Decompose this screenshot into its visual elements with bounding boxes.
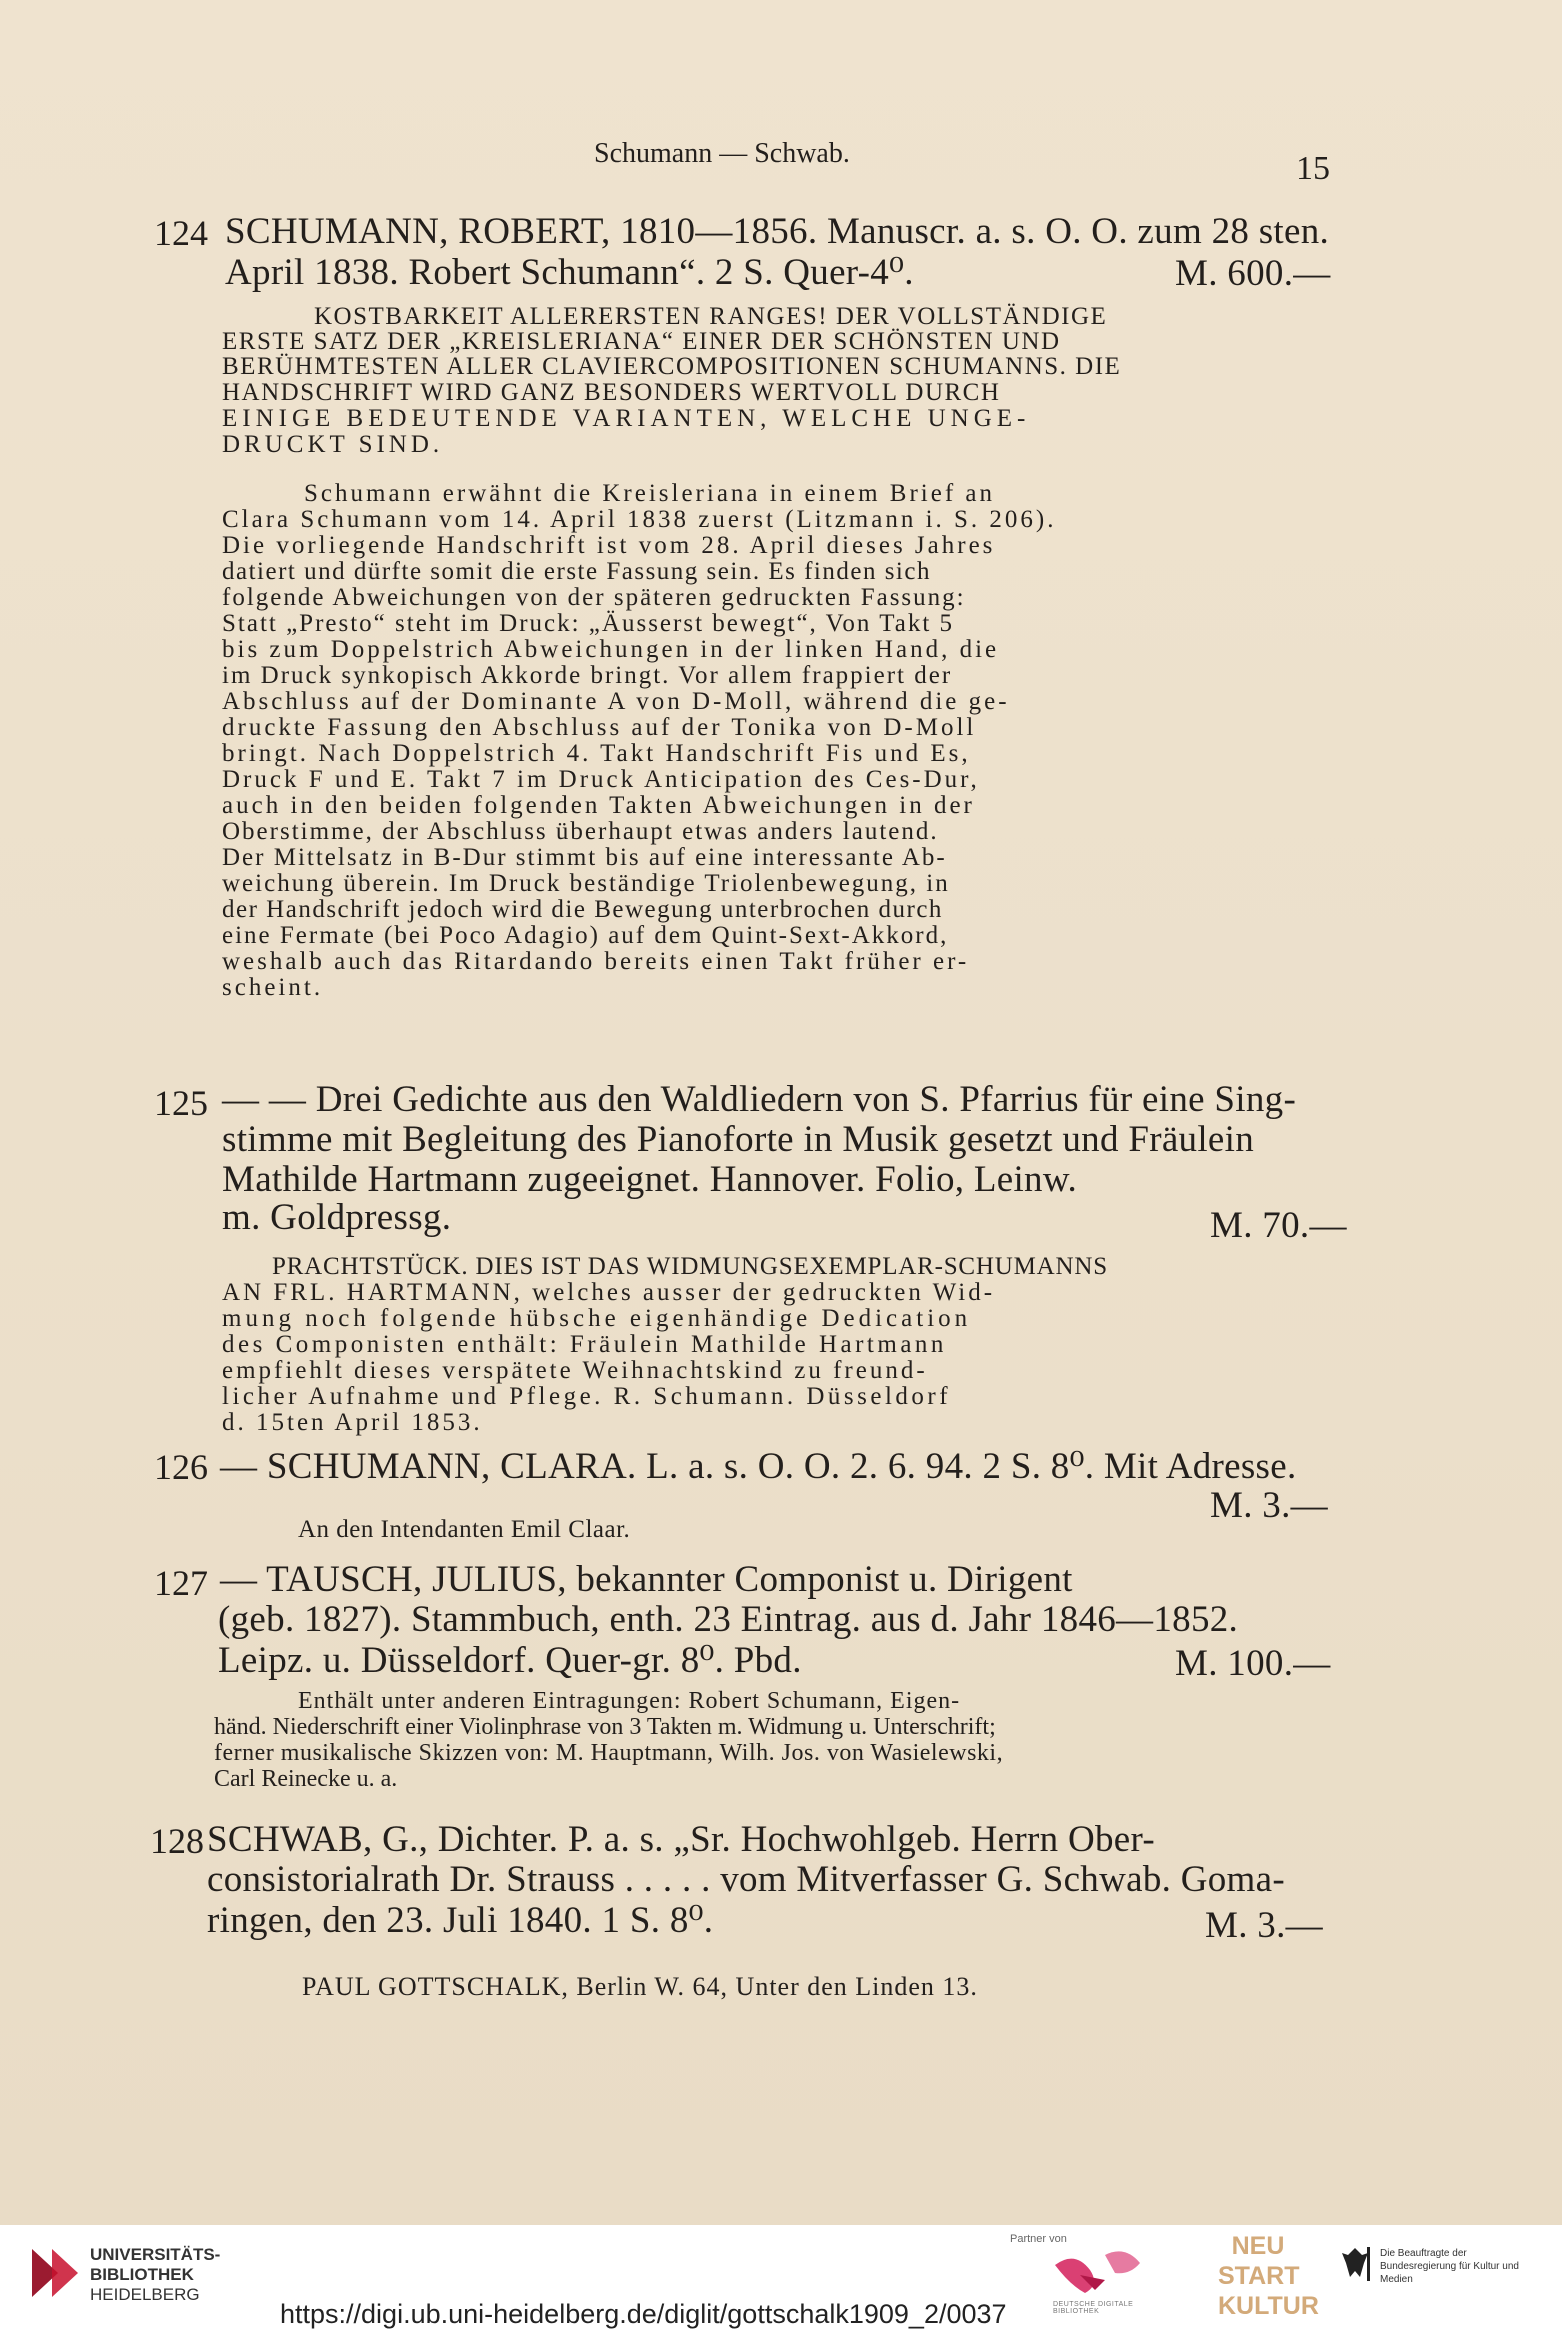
note-line: Enthält unter anderen Eintragungen: Robert Schumann, Eigen- [298,1688,961,1714]
library-name-line: UNIVERSITÄTS- [90,2245,221,2264]
entry-number: 127 [154,1563,208,1603]
entry-line: ringen, den 23. Juli 1840. 1 S. 8⁰. [207,1900,714,1941]
note-line: bringt. Nach Doppelstrich 4. Takt Handschrift Fis und Es, [222,740,971,767]
note-line: Carl Reinecke u. a. [214,1766,398,1792]
description-line: BERÜHMTESTEN ALLER CLAVIERCOMPOSITIONEN SCHUMANNS. DIE [222,353,1122,380]
entry-line: Mathilde Hartmann zugeeignet. Hannover. Folio, Leinw. [222,1159,1078,1200]
note-line: bis zum Doppelstrich Abweichungen in der linken Hand, die [222,636,1000,663]
entry-title: SCHWAB, G., Dichter. P. a. s. „Sr. Hochwohlgeb. Herrn Ober- [207,1819,1155,1860]
note-line: eine Fermate (bei Poco Adagio) auf dem Quint-Sext-Akkord, [222,922,949,949]
note-line: Der Mittelsatz in B-Dur stimmt bis auf eine interessante Ab- [222,844,947,871]
note-line: weichung überein. Im Druck beständige Triolenbewegung, in [222,870,950,897]
entry-line: stimme mit Begleitung des Pianoforte in Musik gesetzt und Fräulein [222,1119,1255,1160]
ddb-logo-icon[interactable] [1045,2245,1175,2315]
entry-note: An den Intendanten Emil Claar. [298,1516,631,1543]
running-title: Schumann — Schwab. [594,138,850,169]
entry-number: 125 [154,1083,208,1123]
entry-price: M. 100.— [1175,1643,1331,1684]
neustart-line: NEU [1231,2232,1285,2260]
entry-title: — TAUSCH, JULIUS, bekannter Componist u. Dirigent [220,1559,1073,1600]
entry-title: SCHUMANN, ROBERT, 1810—1856. Manuscr. a. s. O. O. zum 28 sten. [225,211,1330,252]
entry-price: M. 70.— [1210,1205,1347,1246]
federal-eagle-icon [1340,2245,1370,2281]
note-line: händ. Niederschrift einer Violinphrase von 3 Takten m. Widmung u. Unterschrift; [214,1714,996,1740]
ub-heidelberg-logo-icon[interactable] [28,2243,86,2303]
note-line: Schumann erwähnt die Kreisleriana in einem Brief an [304,480,996,507]
description-line: HANDSCHRIFT WIRD GANZ BESONDERS WERTVOLL DURCH [222,379,1001,406]
entry-title: — — Drei Gedichte aus den Waldliedern von S. Pfarrius für eine Sing- [222,1079,1297,1120]
description-line: licher Aufnahme und Pflege. R. Schumann. Düsseldorf [222,1383,952,1410]
neustart-line: START [1218,2262,1300,2290]
note-line: scheint. [222,974,324,1001]
entry-line: consistorialrath Dr. Strauss . . . . . vom Mitverfasser G. Schwab. Goma- [207,1859,1285,1900]
description-line: des Componisten enthält: Fräulein Mathilde Hartmann [222,1331,947,1358]
library-name-line: BIBLIOTHEK [90,2265,194,2284]
ddb-caption: DEUTSCHE DIGITALE BIBLIOTHEK [1053,2301,1134,2315]
library-name [90,2245,220,2305]
description-line: empfiehlt dieses verspätete Weihnachtskind zu freund- [222,1357,928,1384]
description-line: DRUCKT SIND. [222,431,444,458]
note-line: druckte Fassung den Abschluss auf der Tonika von D-Moll [222,714,977,741]
note-line: weshalb auch das Ritardando bereits einen Takt früher er- [222,948,970,975]
entry-line: (geb. 1827). Stammbuch, enth. 23 Eintrag. aus d. Jahr 1846—1852. [218,1599,1239,1640]
note-line: auch in den beiden folgenden Takten Abweichungen in der [222,792,975,819]
bkm-caption: Die Beauftragte der Bundesregierung für Kultur und Medien [1380,2248,1519,2285]
note-line: Abschluss auf der Dominante A von D-Moll, während die ge- [222,688,1010,715]
entry-title: — SCHUMANN, CLARA. L. a. s. O. O. 2. 6. 94. 2 S. 8⁰. Mit Adresse. [220,1446,1297,1487]
partner-label: Partner von [1010,2233,1067,2245]
neustart-line: KULTUR [1218,2292,1319,2320]
note-line: ferner musikalische Skizzen von: M. Hauptmann, Wilh. Jos. von Wasielewski, [214,1740,1004,1766]
entry-line: April 1838. Robert Schumann“. 2 S. Quer-4⁰. [225,252,914,293]
note-line: folgende Abweichungen von der späteren gedruckten Fassung: [222,584,966,611]
note-line: datiert und dürfte somit die erste Fassung sein. Es finden sich [222,558,931,585]
entry-price: M. 3.— [1210,1485,1328,1526]
publisher-imprint: PAUL GOTTSCHALK, Berlin W. 64, Unter den Linden 13. [302,1972,978,2001]
entry-price: M. 600.— [1175,253,1331,294]
note-line: im Druck synkopisch Akkorde bringt. Vor allem frappiert der [222,662,953,689]
description-line: AN FRL. HARTMANN, welches ausser der gedruckten Wid- [222,1279,996,1306]
page-number: 15 [1296,150,1330,187]
description-line: mung noch folgende hübsche eigenhändige Dedication [222,1305,972,1332]
note-line: Clara Schumann vom 14. April 1838 zuerst (Litzmann i. S. 206). [222,506,1057,533]
description-line: KOSTBARKEIT ALLERERSTEN RANGES! DER VOLLSTÄNDIGE [314,303,1108,330]
entry-number: 124 [154,213,208,253]
neustart-kultur-logo[interactable] [1218,2231,1319,2326]
note-line: Druck F und E. Takt 7 im Druck Anticipation des Ces-Dur, [222,766,980,793]
description-line: d. 15ten April 1853. [222,1409,483,1436]
library-name-line: HEIDELBERG [90,2285,200,2304]
description-line: EINIGE BEDEUTENDE VARIANTEN, WELCHE UNGE- [222,405,1031,432]
entry-number: 126 [154,1447,208,1487]
note-line: Statt „Presto“ steht im Druck: „Äusserst bewegt“, Von Takt 5 [222,610,955,637]
document-url[interactable]: https://digi.ub.uni-heidelberg.de/diglit/gottschalk1909_2/0037 [280,2299,1007,2329]
description-line: PRACHTSTÜCK. DIES IST DAS WIDMUNGSEXEMPLAR-SCHUMANNS [272,1253,1108,1280]
entry-number: 128 [150,1821,204,1861]
viewer-footer [0,2225,1562,2332]
description-line: ERSTE SATZ DER „KREISLERIANA“ EINER DER SCHÖNSTEN UND [222,328,1061,355]
note-line: der Handschrift jedoch wird die Bewegung unterbrochen durch [222,896,943,923]
entry-line: Leipz. u. Düsseldorf. Quer-gr. 8⁰. Pbd. [218,1640,802,1681]
entry-line: m. Goldpressg. [222,1197,452,1238]
note-line: Die vorliegende Handschrift ist vom 28. April dieses Jahres [222,532,996,559]
note-line: Oberstimme, der Abschluss überhaupt etwas anders lautend. [222,818,939,845]
entry-price: M. 3.— [1205,1905,1323,1946]
